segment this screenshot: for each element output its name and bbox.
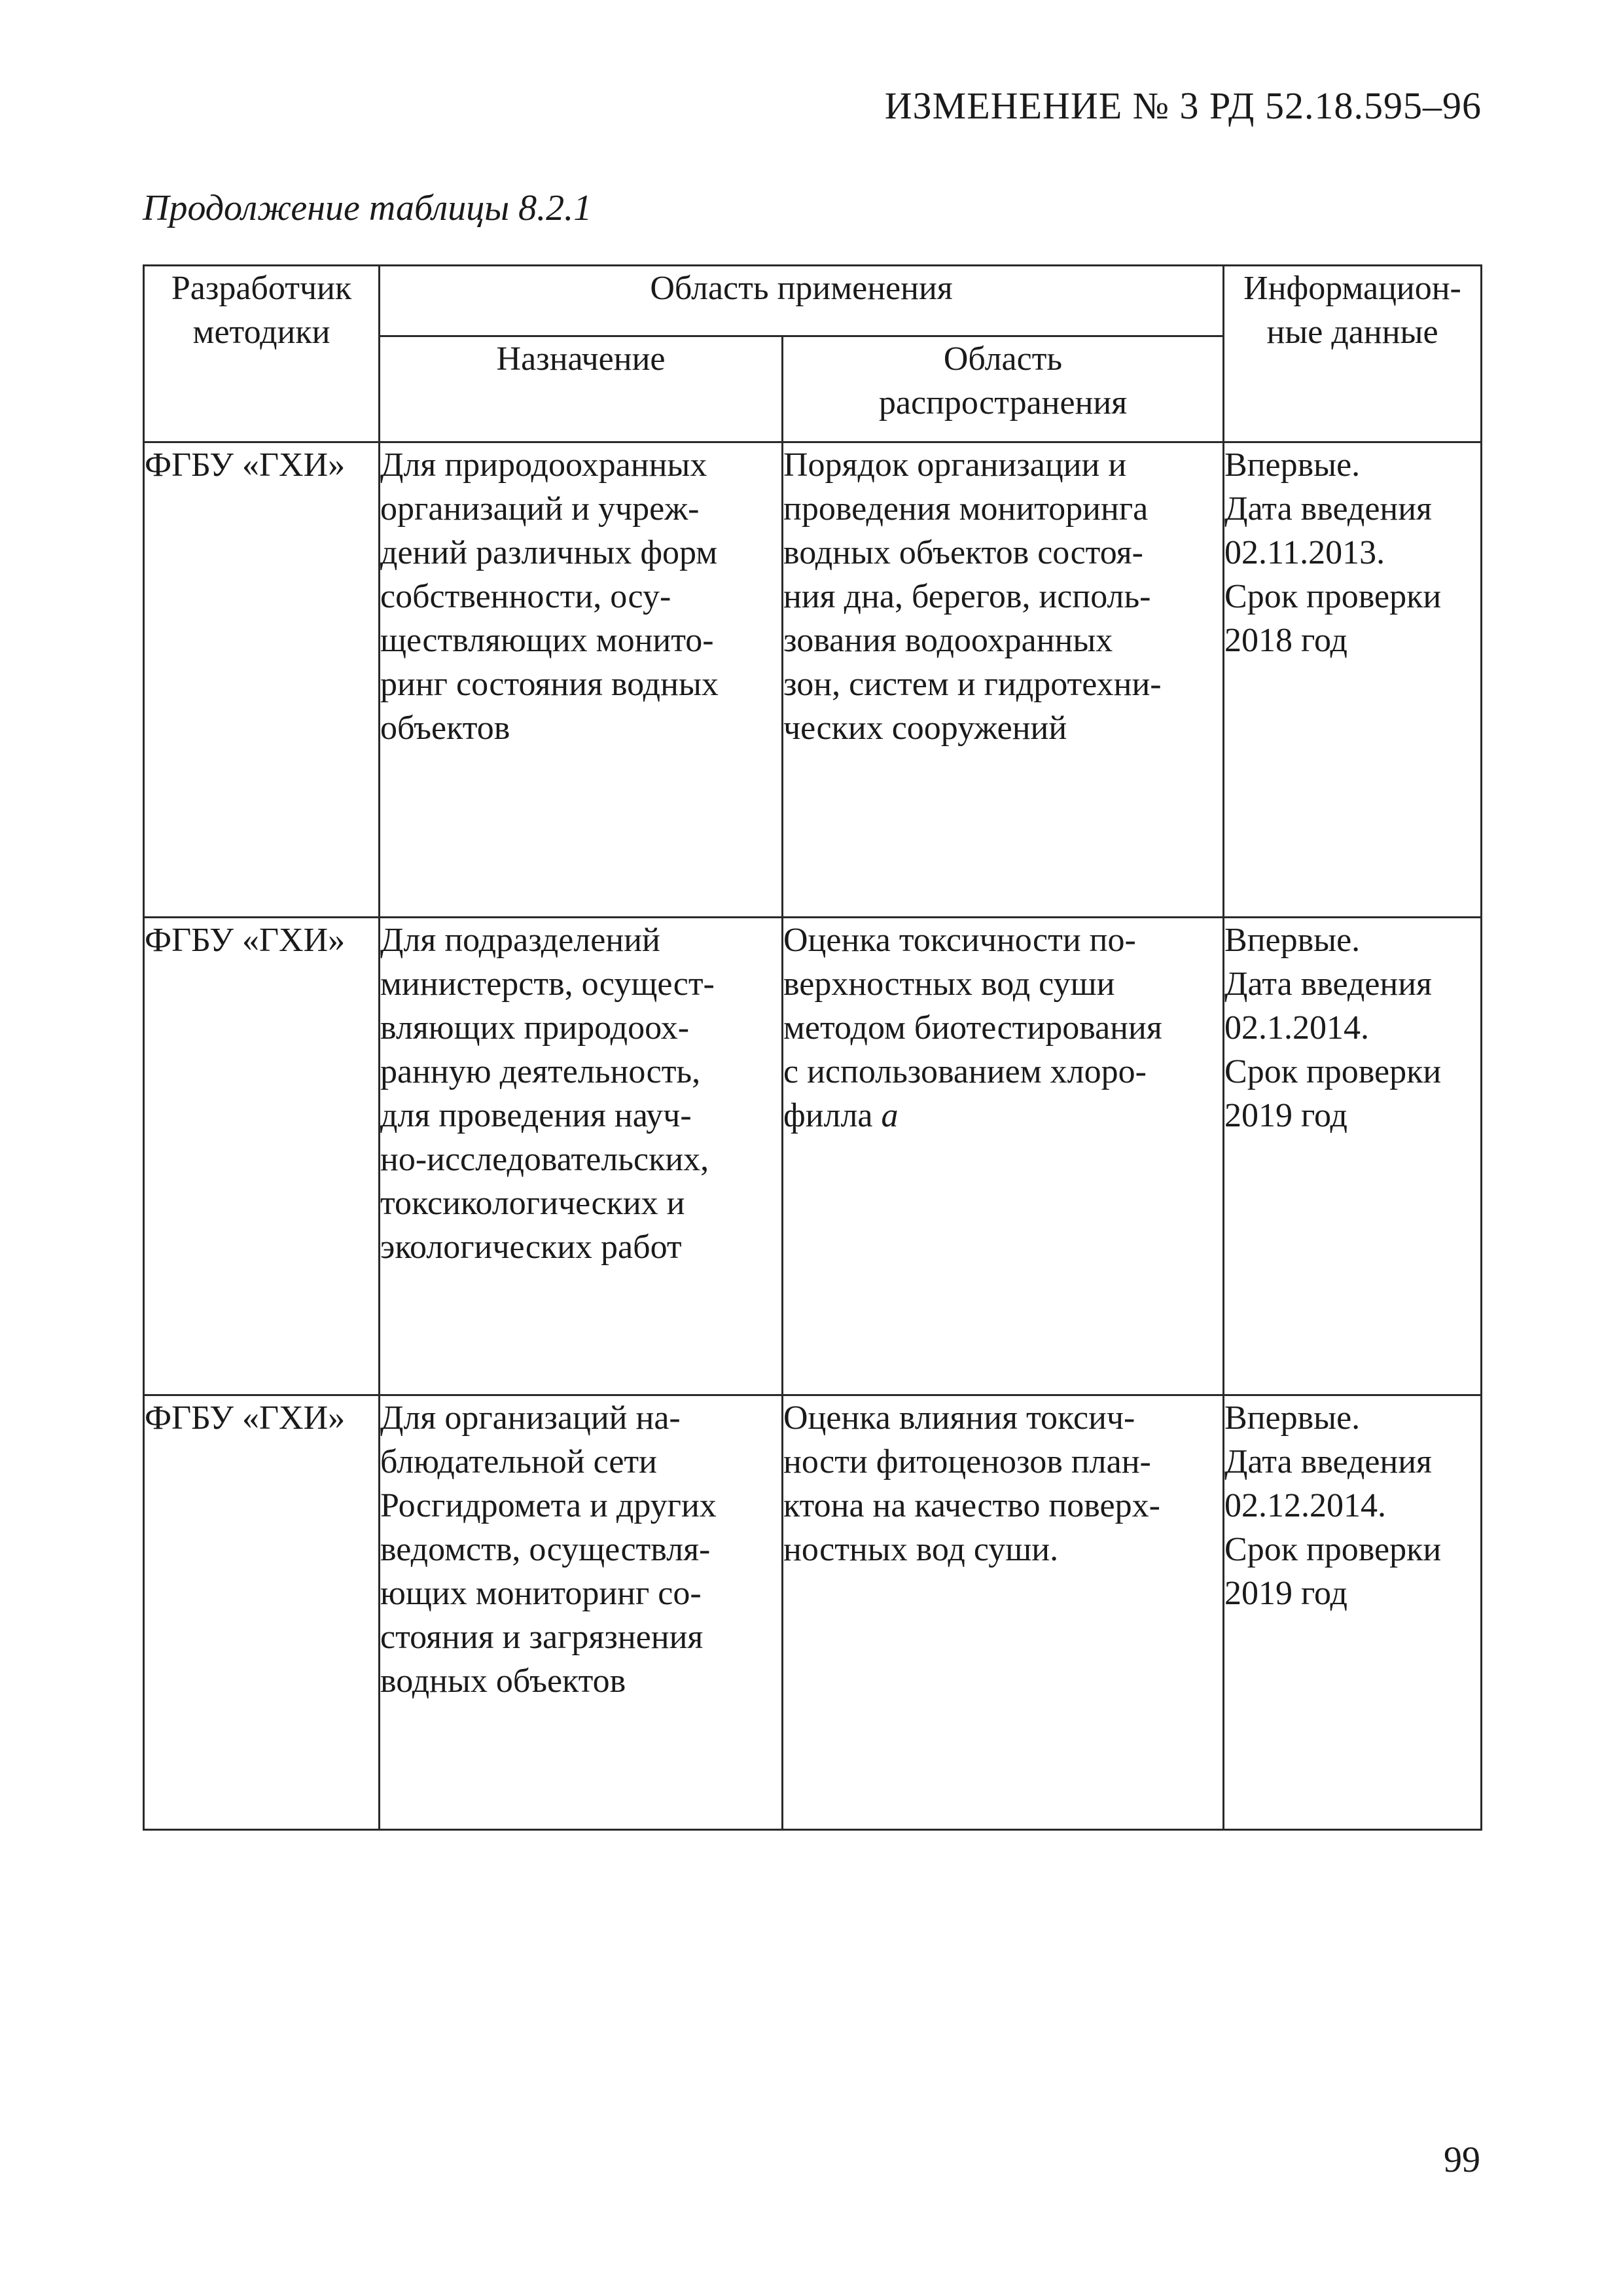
developer-cell: ФГБУ «ГХИ»	[144, 1395, 380, 1830]
developer-cell: ФГБУ «ГХИ»	[144, 442, 380, 918]
methods-table	[143, 264, 1482, 1831]
info-cell: Впервые. Дата введения 02.1.2014. Срок проверки 2019 год	[1224, 918, 1482, 1395]
header-purpose: Назначение	[380, 336, 783, 442]
document-header: ИЗМЕНЕНИЕ № 3 РД 52.18.595–96	[884, 84, 1482, 127]
area-cell: Порядок организации и проведения мониторинга водных объектов состоя- ния дна, берегов, исполь- зования водоохранных зон, систем и гидротехни- ческих сооружений	[783, 442, 1224, 918]
info-cell: Впервые. Дата введения 02.11.2013. Срок проверки 2018 год	[1224, 442, 1482, 918]
area-last-line: филла а	[783, 1097, 899, 1134]
purpose-cell: Для подразделений министерств, осущест- вляющих природоох- ранную деятельность, для проведения науч- но-исследовательских, токсикологических и экологических работ	[380, 918, 783, 1395]
area-cell: Оценка токсичности по- верхностных вод суши методом биотестирования с использованием хлоро- филла а	[783, 918, 1224, 1395]
table-row	[144, 918, 1482, 1395]
header-scope: Область применения	[380, 266, 1224, 336]
developer-cell: ФГБУ «ГХИ»	[144, 918, 380, 1395]
table-row	[144, 442, 1482, 918]
header-area: Область распространения	[783, 336, 1224, 442]
info-cell: Впервые. Дата введения 02.12.2014. Срок проверки 2019 год	[1224, 1395, 1482, 1830]
header-developer: Разработчик методики	[144, 266, 380, 442]
purpose-cell: Для природоохранных организаций и учреж- дений различных форм собственности, осу- ществляющих монито- ринг состояния водных объектов	[380, 442, 783, 918]
header-info: Информацион- ные данные	[1224, 266, 1482, 442]
page-number: 99	[1444, 2140, 1480, 2180]
italic-a: а	[881, 1097, 899, 1134]
area-cell: Оценка влияния токсич- ности фитоценозов план- ктона на качество поверх- ностных вод суши.	[783, 1395, 1224, 1830]
purpose-cell: Для организаций на- блюдательной сети Росгидромета и других ведомств, осуществля- ющих мониторинг со- стояния и загрязнения водных объектов	[380, 1395, 783, 1830]
table-caption: Продолжение таблицы 8.2.1	[143, 188, 592, 228]
table-row	[144, 1395, 1482, 1830]
